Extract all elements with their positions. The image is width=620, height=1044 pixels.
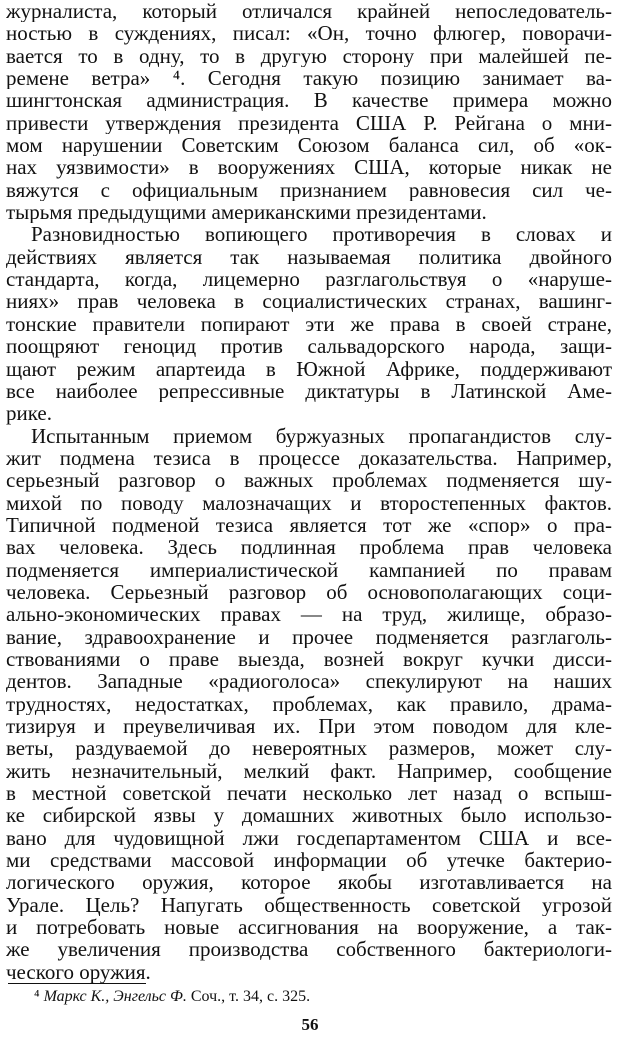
text-line: щают режим апартеида в Южной Африке, поддерживают	[6, 357, 612, 380]
text-line: ке сибирской язвы у домашних животных было использо-	[6, 804, 612, 827]
text-line: рике.	[6, 402, 52, 425]
text-line: ческого оружия.	[6, 960, 151, 984]
text-line: действиях является так называемая политика двойного	[6, 245, 612, 269]
text-line: мом нарушении Советским Союзом баланса сил, об «ок-	[6, 134, 612, 157]
footnote	[34, 987, 310, 1007]
text-line: веты, раздуваемой до невероятных размеров, может слу-	[6, 737, 612, 760]
text-line: подменяется империалистической кампанией по правам	[6, 558, 612, 581]
text-line: журналиста, который отличался крайней непоследователь-	[6, 0, 612, 23]
text-line: вано для чудовищной лжи госдепартаментом США и все-	[6, 826, 612, 850]
text-line: и потребовать новые ассигнования на вооружение, а так-	[6, 916, 612, 939]
text-line: ниях» прав человека в социалистических странах, вашинг-	[6, 290, 612, 313]
text-line: тонские правители попирают эти же права в своей стране,	[6, 312, 612, 336]
text-line: в местной советской печати несколько лет назад о вспыш-	[6, 782, 612, 805]
text-line: ствованиями о праве выезда, возней вокруг кучки дисси-	[6, 647, 612, 671]
text-line: стандарта, когда, лицемерно разглагольствуя о «наруше-	[6, 268, 612, 291]
paragraph-1	[6, 0, 612, 223]
text-line: жит подмена тезиса в процессе доказательства. Например,	[6, 446, 612, 470]
paragraph-3	[6, 425, 612, 984]
text-line: поощряют геноцид против сальвадорского народа, защи-	[6, 335, 612, 358]
footnote-source: Соч., т. 34, с. 325.	[186, 988, 311, 1005]
text-line: Урале. Цель? Напугать общественность советской угрозой	[6, 893, 612, 917]
text-line: Типичной подменой тезиса является тот же «спор» о пра-	[6, 513, 612, 537]
text-line: нах уязвимости» в вооружениях США, которые никак не	[6, 156, 612, 179]
text-line: привести утверждения президента США Р. Рейгана о мни-	[6, 111, 612, 135]
footnote-divider	[8, 983, 146, 984]
text-line: серьезный разговор о важных проблемах подменяется шу-	[6, 469, 612, 492]
text-line: шингтонская администрация. В качестве примера можно	[6, 89, 612, 112]
text-line: Разновидностью вопиющего противоречия в словах и	[31, 223, 612, 246]
text-line: вается то в одну, то в другую сторону при малейшей пе-	[6, 44, 612, 68]
text-line: трудностях, недостатках, проблемах, как правило, драма-	[6, 692, 612, 715]
text-line: ми средствами массовой информации об утечке бактерио-	[6, 849, 612, 872]
page-number: 56	[301, 1015, 319, 1034]
footnote-authors: Маркс К., Энгельс Ф.	[43, 988, 187, 1005]
page-body	[6, 0, 612, 983]
text-line: тизируя и преувеличивая их. При этом поводом для кле-	[6, 715, 612, 738]
text-line: Испытанным приемом буржуазных пропагандистов слу-	[31, 424, 612, 447]
text-line: михой по поводу малозначащих и второстепенных фактов.	[6, 491, 612, 514]
text-line: ально-экономических правах — на труд, жилище, образо-	[6, 603, 612, 626]
text-line: человека. Серьезный разговор об основополагающих соци-	[6, 580, 612, 604]
text-line: вяжутся с официальным признанием равновесия сил че-	[6, 178, 612, 202]
text-line: же увеличения производства собственного бактериологи-	[6, 938, 612, 961]
text-line: ностью в суждениях, писал: «Он, точно флюгер, поворачи-	[6, 22, 612, 45]
text-line: дентов. Западные «радиоголоса» спекулируют на наших	[6, 670, 612, 693]
text-line: вах человека. Здесь подлинная проблема прав человека	[6, 536, 612, 559]
text-line: логического оружия, которое якобы изготавливается на	[6, 871, 612, 894]
text-line: тырьмя предыдущими американскими президентами.	[6, 201, 487, 224]
text-line: вание, здравоохранение и прочее подменяется разглаголь-	[6, 625, 612, 648]
footnote-marker: ⁴	[34, 988, 40, 1005]
text-line: все наиболее репрессивные диктатуры в Латинской Аме-	[6, 379, 612, 403]
paragraph-2	[6, 223, 612, 424]
text-line: жить незначительный, мелкий факт. Например, сообщение	[6, 759, 612, 783]
text-line: ремене ветра» ⁴. Сегодня такую позицию занимает ва-	[6, 67, 612, 90]
